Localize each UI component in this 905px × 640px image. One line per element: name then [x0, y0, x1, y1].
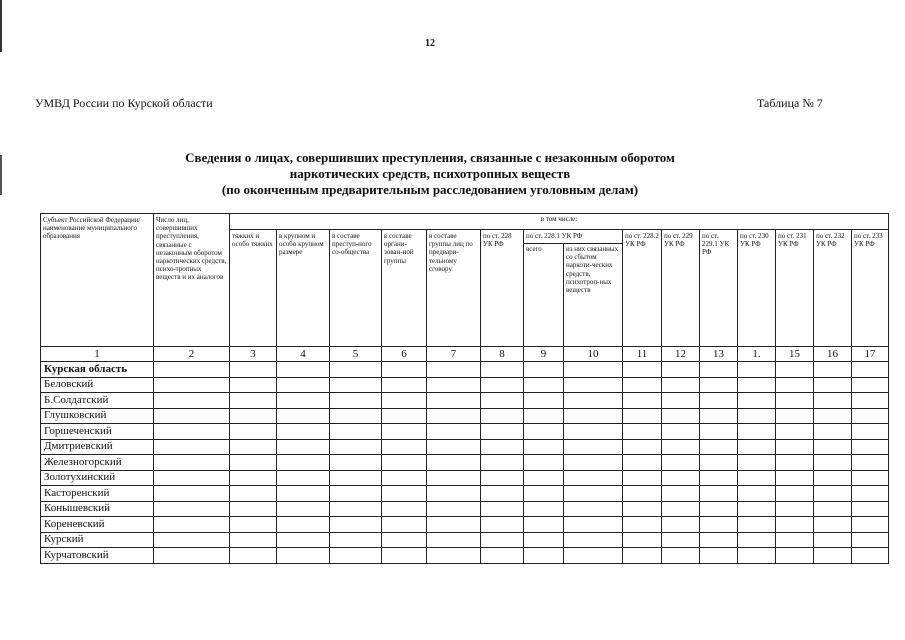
data-cell — [481, 362, 524, 378]
data-cell — [852, 486, 889, 502]
data-cell — [738, 470, 776, 486]
data-cell — [427, 486, 481, 502]
document-title — [0, 150, 860, 198]
data-cell — [852, 408, 889, 424]
data-cell — [330, 455, 382, 471]
header-subject: Субъект Российской Федерации/ наименование муниципального образования — [41, 214, 154, 347]
data-cell — [662, 501, 700, 517]
header-organized-group: в составе органи-зован-ной группы — [382, 230, 427, 347]
data-cell — [330, 517, 382, 533]
row-name: Глушковский — [41, 408, 154, 424]
data-cell — [738, 408, 776, 424]
data-cell — [852, 501, 889, 517]
data-cell — [738, 517, 776, 533]
data-cell — [330, 439, 382, 455]
data-cell — [623, 501, 662, 517]
data-cell — [564, 377, 623, 393]
data-cell — [427, 532, 481, 548]
table-row — [41, 501, 889, 517]
row-name: Курчатовский — [41, 548, 154, 564]
data-cell — [230, 470, 277, 486]
data-cell — [230, 548, 277, 564]
data-cell — [700, 377, 738, 393]
data-cell — [382, 548, 427, 564]
data-cell — [776, 501, 814, 517]
data-cell — [230, 439, 277, 455]
data-cell — [662, 470, 700, 486]
table-row — [41, 532, 889, 548]
data-cell — [700, 486, 738, 502]
data-cell — [382, 486, 427, 502]
table-row — [41, 548, 889, 564]
data-cell — [776, 532, 814, 548]
table-label: Таблица № 7 — [757, 96, 823, 110]
column-number-row — [41, 347, 889, 362]
data-cell — [524, 439, 564, 455]
data-cell — [524, 517, 564, 533]
data-cell — [662, 486, 700, 502]
data-cell — [564, 362, 623, 378]
data-cell — [776, 470, 814, 486]
data-cell — [154, 486, 230, 502]
data-cell — [230, 424, 277, 440]
table-row — [41, 455, 889, 471]
data-cell — [277, 517, 330, 533]
data-cell — [154, 393, 230, 409]
data-cell — [524, 532, 564, 548]
data-cell — [852, 455, 889, 471]
data-cell — [154, 532, 230, 548]
data-cell — [330, 486, 382, 502]
data-cell — [524, 424, 564, 440]
data-cell — [481, 424, 524, 440]
data-cell — [662, 532, 700, 548]
data-cell — [738, 486, 776, 502]
data-cell — [427, 377, 481, 393]
data-cell — [564, 439, 623, 455]
row-name: Курский — [41, 532, 154, 548]
data-cell — [738, 548, 776, 564]
data-cell — [700, 439, 738, 455]
column-number: 2 — [154, 347, 230, 362]
data-cell — [623, 548, 662, 564]
header-art-2282: по ст. 228.2 УК РФ — [623, 230, 662, 347]
data-cell — [427, 393, 481, 409]
column-number: 8 — [481, 347, 524, 362]
data-cell — [776, 408, 814, 424]
data-cell — [564, 408, 623, 424]
data-cell — [277, 486, 330, 502]
data-cell — [524, 455, 564, 471]
data-cell — [852, 377, 889, 393]
row-name: Дмитриевский — [41, 439, 154, 455]
data-cell — [481, 439, 524, 455]
data-cell — [814, 455, 852, 471]
data-cell — [481, 532, 524, 548]
data-cell — [623, 362, 662, 378]
data-cell — [330, 424, 382, 440]
row-name: Конышевский — [41, 501, 154, 517]
data-cell — [814, 377, 852, 393]
data-cell — [230, 532, 277, 548]
column-number: 15 — [776, 347, 814, 362]
data-cell — [330, 377, 382, 393]
data-cell — [623, 532, 662, 548]
data-cell — [427, 501, 481, 517]
data-cell — [852, 548, 889, 564]
data-cell — [481, 455, 524, 471]
row-name: Беловский — [41, 377, 154, 393]
data-cell — [481, 548, 524, 564]
data-cell — [277, 408, 330, 424]
data-cell — [481, 377, 524, 393]
data-cell — [154, 455, 230, 471]
header-art-232: по ст. 232 УК РФ — [814, 230, 852, 347]
data-cell — [738, 393, 776, 409]
data-cell — [814, 424, 852, 440]
column-number: 16 — [814, 347, 852, 362]
table-row — [41, 486, 889, 502]
data-cell — [277, 377, 330, 393]
data-cell — [738, 424, 776, 440]
data-table — [40, 213, 889, 564]
data-cell — [662, 408, 700, 424]
header-large-size: в крупном и особо крупном размере — [277, 230, 330, 347]
data-cell — [230, 408, 277, 424]
data-cell — [623, 517, 662, 533]
data-cell — [382, 532, 427, 548]
data-cell — [277, 455, 330, 471]
data-cell — [277, 439, 330, 455]
data-cell — [382, 517, 427, 533]
header-art-231: по ст. 231 УК РФ — [776, 230, 814, 347]
column-number: 11 — [623, 347, 662, 362]
data-cell — [382, 408, 427, 424]
data-cell — [154, 408, 230, 424]
column-number: 12 — [662, 347, 700, 362]
data-cell — [382, 501, 427, 517]
data-cell — [776, 439, 814, 455]
data-cell — [277, 532, 330, 548]
data-cell — [277, 362, 330, 378]
data-cell — [277, 393, 330, 409]
data-cell — [481, 470, 524, 486]
data-cell — [623, 486, 662, 502]
data-cell — [230, 517, 277, 533]
data-cell — [277, 548, 330, 564]
title-line: наркотических средств, психотропных веществ — [289, 166, 571, 181]
data-cell — [564, 486, 623, 502]
header-grave: тяжких и особо тяжких — [230, 230, 277, 347]
table-row — [41, 439, 889, 455]
data-cell — [427, 362, 481, 378]
data-cell — [814, 517, 852, 533]
header-persons: Число лиц, совершивших преступления, связанные с незаконным оборотом наркотических средств, психо-тропных веществ и их аналогов — [154, 214, 230, 347]
data-cell — [623, 455, 662, 471]
data-cell — [481, 408, 524, 424]
data-cell — [564, 532, 623, 548]
page-number: 12 — [425, 38, 435, 49]
data-cell — [662, 455, 700, 471]
data-cell — [776, 517, 814, 533]
column-number: 5 — [330, 347, 382, 362]
data-cell — [382, 362, 427, 378]
data-cell — [700, 470, 738, 486]
data-cell — [852, 439, 889, 455]
data-cell — [814, 393, 852, 409]
data-cell — [382, 470, 427, 486]
data-cell — [776, 377, 814, 393]
header-group-conspiracy: в составе группы лиц по предвари-тельному сговору — [427, 230, 481, 347]
data-cell — [524, 377, 564, 393]
data-cell — [564, 517, 623, 533]
data-cell — [427, 517, 481, 533]
data-cell — [154, 424, 230, 440]
data-cell — [382, 439, 427, 455]
data-cell — [700, 517, 738, 533]
column-number: 17 — [852, 347, 889, 362]
table-row — [41, 362, 889, 378]
data-cell — [330, 501, 382, 517]
data-cell — [382, 455, 427, 471]
data-cell — [852, 470, 889, 486]
header-criminal-community: в составе преступ-ного со-общества — [330, 230, 382, 347]
data-cell — [564, 455, 623, 471]
data-cell — [700, 455, 738, 471]
data-cell — [524, 486, 564, 502]
column-number: 7 — [427, 347, 481, 362]
data-cell — [623, 439, 662, 455]
data-cell — [564, 424, 623, 440]
data-cell — [776, 424, 814, 440]
column-number: 13 — [700, 347, 738, 362]
column-number: 10 — [564, 347, 623, 362]
data-cell — [330, 548, 382, 564]
data-cell — [776, 548, 814, 564]
data-cell — [330, 393, 382, 409]
data-cell — [154, 517, 230, 533]
data-cell — [564, 393, 623, 409]
data-cell — [154, 362, 230, 378]
data-cell — [852, 517, 889, 533]
data-cell — [382, 393, 427, 409]
data-cell — [662, 393, 700, 409]
data-cell — [852, 362, 889, 378]
data-cell — [776, 486, 814, 502]
table-row — [41, 470, 889, 486]
data-cell — [738, 362, 776, 378]
data-cell — [230, 501, 277, 517]
data-cell — [700, 362, 738, 378]
data-cell — [852, 532, 889, 548]
data-cell — [564, 470, 623, 486]
header-art-2281-total: всего — [524, 244, 564, 347]
data-cell — [564, 501, 623, 517]
data-cell — [230, 362, 277, 378]
data-cell — [277, 470, 330, 486]
row-name: Б.Солдатский — [41, 393, 154, 409]
row-name: Кореневский — [41, 517, 154, 533]
data-cell — [623, 470, 662, 486]
data-cell — [481, 517, 524, 533]
data-cell — [662, 424, 700, 440]
data-cell — [154, 501, 230, 517]
data-cell — [738, 532, 776, 548]
data-cell — [700, 393, 738, 409]
data-cell — [623, 393, 662, 409]
data-cell — [700, 408, 738, 424]
table-row — [41, 377, 889, 393]
data-cell — [277, 501, 330, 517]
table-row — [41, 393, 889, 409]
data-cell — [382, 424, 427, 440]
header-art-229: по ст. 229 УК РФ — [662, 230, 700, 347]
data-cell — [700, 501, 738, 517]
table-row — [41, 424, 889, 440]
organization-name: УМВД России по Курской области — [35, 96, 213, 110]
data-cell — [662, 517, 700, 533]
data-cell — [662, 548, 700, 564]
data-cell — [230, 455, 277, 471]
data-cell — [738, 501, 776, 517]
data-cell — [524, 393, 564, 409]
data-cell — [623, 377, 662, 393]
data-cell — [776, 393, 814, 409]
data-cell — [427, 439, 481, 455]
data-cell — [814, 439, 852, 455]
row-name: Железногорский — [41, 455, 154, 471]
table-row — [41, 408, 889, 424]
data-cell — [814, 501, 852, 517]
header-art-2281: по ст. 228.1 УК РФ — [524, 230, 623, 244]
data-cell — [662, 439, 700, 455]
data-cell — [524, 408, 564, 424]
header-art-228: по ст. 228 УК РФ — [481, 230, 524, 347]
data-cell — [427, 424, 481, 440]
data-cell — [330, 470, 382, 486]
data-cell — [481, 486, 524, 502]
data-cell — [230, 377, 277, 393]
data-cell — [700, 532, 738, 548]
data-cell — [623, 424, 662, 440]
title-line: Сведения о лицах, совершивших преступления, связанные с незаконным оборотом — [185, 150, 675, 165]
data-cell — [481, 501, 524, 517]
data-cell — [524, 362, 564, 378]
header-art-233: по ст. 233 УК РФ — [852, 230, 889, 347]
data-cell — [230, 393, 277, 409]
data-cell — [662, 377, 700, 393]
data-cell — [524, 548, 564, 564]
column-number: 4 — [277, 347, 330, 362]
header-art-230: по ст. 230 УК РФ — [738, 230, 776, 347]
title-line: (по оконченным предварительным расследованием уголовным делам) — [221, 182, 639, 197]
data-cell — [776, 362, 814, 378]
header-including: в том числе: — [230, 214, 889, 230]
column-number: 3 — [230, 347, 277, 362]
header-art-2291: по ст. 229.1 УК РФ — [700, 230, 738, 347]
data-cell — [154, 548, 230, 564]
data-cell — [623, 408, 662, 424]
data-cell — [738, 455, 776, 471]
data-cell — [154, 470, 230, 486]
row-name: Золотухинский — [41, 470, 154, 486]
data-cell — [852, 424, 889, 440]
data-cell — [814, 362, 852, 378]
data-cell — [427, 548, 481, 564]
data-cell — [524, 470, 564, 486]
data-cell — [277, 424, 330, 440]
column-number: 1 — [41, 347, 154, 362]
data-cell — [154, 377, 230, 393]
data-cell — [662, 362, 700, 378]
data-cell — [382, 377, 427, 393]
column-number: 9 — [524, 347, 564, 362]
data-cell — [814, 532, 852, 548]
data-cell — [564, 548, 623, 564]
column-number: 1. — [738, 347, 776, 362]
data-cell — [230, 486, 277, 502]
header-art-2281-sale: из них связанных со сбытом наркоти-ческих средств, психотроп-ных веществ — [564, 244, 623, 347]
data-cell — [481, 393, 524, 409]
data-cell — [814, 548, 852, 564]
data-cell — [330, 408, 382, 424]
data-cell — [330, 362, 382, 378]
data-cell — [700, 424, 738, 440]
data-cell — [524, 501, 564, 517]
data-cell — [738, 377, 776, 393]
row-name: Горшеченский — [41, 424, 154, 440]
data-cell — [814, 486, 852, 502]
row-name: Курская область — [41, 362, 154, 378]
row-name: Касторенский — [41, 486, 154, 502]
column-number: 6 — [382, 347, 427, 362]
data-cell — [330, 532, 382, 548]
data-cell — [427, 408, 481, 424]
data-cell — [814, 408, 852, 424]
data-cell — [700, 548, 738, 564]
table-row — [41, 517, 889, 533]
data-cell — [776, 455, 814, 471]
data-cell — [427, 455, 481, 471]
data-cell — [852, 393, 889, 409]
data-cell — [427, 470, 481, 486]
data-cell — [154, 439, 230, 455]
data-cell — [814, 470, 852, 486]
data-cell — [738, 439, 776, 455]
header-row — [41, 214, 889, 230]
